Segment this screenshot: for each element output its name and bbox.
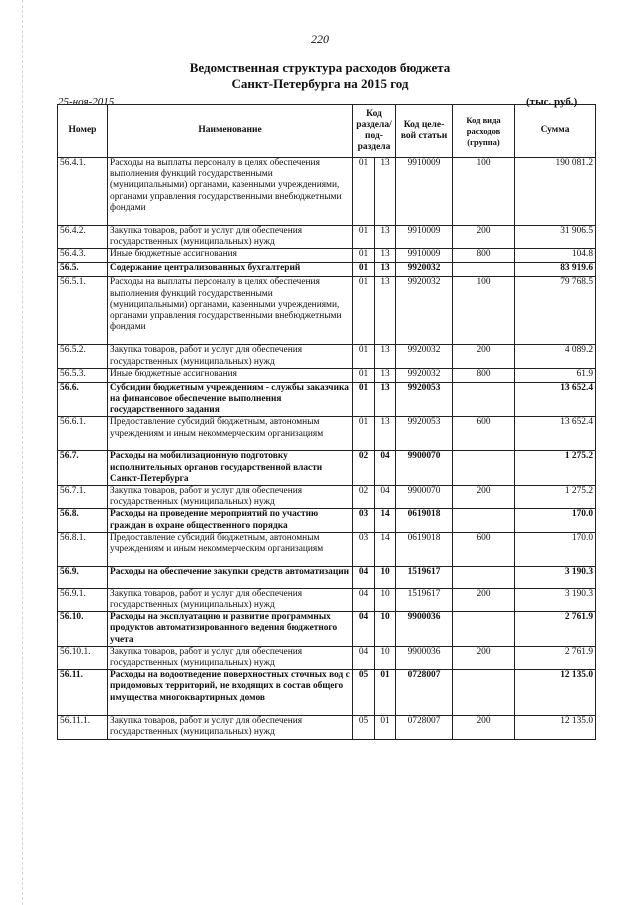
row-article-code: 9920053 [396, 417, 453, 451]
row-section-code: 04 [353, 588, 375, 611]
table-row [58, 158, 596, 226]
row-sum: 12 135.0 [515, 670, 596, 716]
row-subsection-code: 13 [375, 263, 396, 277]
row-section-code: 01 [353, 249, 375, 263]
row-name: Субсидии бюджетным учреждениям - службы заказчика на финансовое обеспечение выполнения государственного задания [108, 382, 353, 417]
row-article-code: 9910009 [396, 249, 453, 263]
row-subsection-code: 01 [375, 670, 396, 716]
row-name: Расходы на выплаты персоналу в целях обеспечения выполнения функций государственными (муниципальными) органами, казенными учреждениями, органами управления государственными внебюджетными фондами [108, 158, 353, 226]
row-name: Иные бюджетные ассигнования [108, 368, 353, 382]
row-number: 56.9. [58, 566, 108, 588]
row-number: 56.5. [58, 263, 108, 277]
table-row [58, 532, 596, 566]
row-sum: 170.0 [515, 509, 596, 532]
row-group-code: 100 [453, 158, 515, 226]
row-section-code: 03 [353, 532, 375, 566]
row-sum: 104.8 [515, 249, 596, 263]
row-name: Закупка товаров, работ и услуг для обеспечения государственных (муниципальных) нужд [108, 588, 353, 611]
row-name: Закупка товаров, работ и услуг для обеспечения государственных (муниципальных) нужд [108, 345, 353, 368]
table-row [58, 382, 596, 417]
row-article-code: 9900070 [396, 486, 453, 509]
row-section-code: 04 [353, 646, 375, 669]
row-section-code: 01 [353, 345, 375, 368]
row-group-code [453, 612, 515, 647]
header-number: Номер [58, 105, 108, 158]
row-article-code: 9910009 [396, 226, 453, 249]
row-number: 56.11. [58, 670, 108, 716]
row-sum: 1 275.2 [515, 451, 596, 486]
table-row [58, 670, 596, 716]
row-article-code: 0619018 [396, 532, 453, 566]
row-sum: 2 761.9 [515, 612, 596, 647]
row-number: 56.4.1. [58, 158, 108, 226]
document-title [0, 60, 640, 92]
row-subsection-code: 14 [375, 509, 396, 532]
units-label: (тыс. руб.) [526, 96, 578, 108]
row-name: Закупка товаров, работ и услуг для обеспечения государственных (муниципальных) нужд [108, 486, 353, 509]
table-row [58, 277, 596, 345]
row-subsection-code: 10 [375, 612, 396, 647]
table-row [58, 345, 596, 368]
row-group-code: 200 [453, 345, 515, 368]
row-section-code: 05 [353, 670, 375, 716]
row-subsection-code: 01 [375, 716, 396, 739]
row-name: Расходы на эксплуатацию и развитие программных продуктов автоматизированного ведения бюджетного учета [108, 612, 353, 647]
header-sum: Сумма [515, 105, 596, 158]
row-article-code: 0619018 [396, 509, 453, 532]
row-subsection-code: 10 [375, 588, 396, 611]
row-group-code: 600 [453, 417, 515, 451]
row-section-code: 02 [353, 486, 375, 509]
document-date: 25-ноя-2015 [58, 96, 115, 108]
row-subsection-code: 13 [375, 368, 396, 382]
row-name: Иные бюджетные ассигнования [108, 249, 353, 263]
row-article-code: 0728007 [396, 716, 453, 739]
row-sum: 12 135.0 [515, 716, 596, 739]
row-section-code: 01 [353, 263, 375, 277]
table-body [58, 158, 596, 740]
row-sum: 3 190.3 [515, 566, 596, 588]
row-subsection-code: 10 [375, 566, 396, 588]
table-row [58, 451, 596, 486]
row-sum: 83 919.6 [515, 263, 596, 277]
row-section-code: 01 [353, 277, 375, 345]
table-row [58, 417, 596, 451]
row-group-code: 200 [453, 646, 515, 669]
row-number: 56.8. [58, 509, 108, 532]
row-group-code: 800 [453, 368, 515, 382]
title-line-1: Ведомственная структура расходов бюджета [189, 60, 451, 75]
row-sum: 1 275.2 [515, 486, 596, 509]
row-article-code: 9910009 [396, 158, 453, 226]
row-number: 56.5.2. [58, 345, 108, 368]
row-subsection-code: 10 [375, 646, 396, 669]
table-row [58, 249, 596, 263]
row-article-code: 9920032 [396, 277, 453, 345]
row-name: Закупка товаров, работ и услуг для обеспечения государственных (муниципальных) нужд [108, 226, 353, 249]
row-section-code: 01 [353, 368, 375, 382]
row-number: 56.7. [58, 451, 108, 486]
row-group-code [453, 382, 515, 417]
header-name: Наименование [108, 105, 353, 158]
row-section-code: 02 [353, 451, 375, 486]
row-number: 56.5.1. [58, 277, 108, 345]
row-sum: 79 768.5 [515, 277, 596, 345]
row-number: 56.5.3. [58, 368, 108, 382]
row-name: Расходы на обеспечение закупки средств автоматизации [108, 566, 353, 588]
binding-edge-line [22, 0, 24, 905]
row-article-code: 9920032 [396, 368, 453, 382]
row-group-code: 100 [453, 277, 515, 345]
row-section-code: 05 [353, 716, 375, 739]
table-row [58, 226, 596, 249]
table-row [58, 509, 596, 532]
row-article-code: 9900036 [396, 646, 453, 669]
row-number: 56.4.3. [58, 249, 108, 263]
table-row [58, 646, 596, 669]
row-name: Расходы на проведение мероприятий по участию граждан в охране общественного порядка [108, 509, 353, 532]
row-subsection-code: 04 [375, 451, 396, 486]
row-article-code: 9920053 [396, 382, 453, 417]
row-name: Расходы на выплаты персоналу в целях обеспечения выполнения функций государственными (муниципальными) органами, казенными учреждениями, органами управления государственными внебюджетными фондами [108, 277, 353, 345]
row-name: Закупка товаров, работ и услуг для обеспечения государственных (муниципальных) нужд [108, 716, 353, 739]
row-section-code: 04 [353, 566, 375, 588]
row-group-code [453, 509, 515, 532]
row-section-code: 01 [353, 158, 375, 226]
row-subsection-code: 13 [375, 277, 396, 345]
row-subsection-code: 13 [375, 249, 396, 263]
header-article: Код целе-вой статьи [396, 105, 453, 158]
row-subsection-code: 04 [375, 486, 396, 509]
row-number: 56.11.1. [58, 716, 108, 739]
row-group-code: 200 [453, 588, 515, 611]
row-sum: 31 906.5 [515, 226, 596, 249]
row-sum: 13 652.4 [515, 417, 596, 451]
row-article-code: 9900036 [396, 612, 453, 647]
row-sum: 13 652.4 [515, 382, 596, 417]
row-name: Содержание централизованных бухгалтерий [108, 263, 353, 277]
row-article-code: 9900070 [396, 451, 453, 486]
row-section-code: 01 [353, 417, 375, 451]
row-subsection-code: 13 [375, 345, 396, 368]
row-group-code: 200 [453, 716, 515, 739]
row-name: Закупка товаров, работ и услуг для обеспечения государственных (муниципальных) нужд [108, 646, 353, 669]
row-number: 56.6.1. [58, 417, 108, 451]
row-section-code: 01 [353, 226, 375, 249]
row-article-code: 1519617 [396, 588, 453, 611]
row-group-code: 200 [453, 226, 515, 249]
row-sum: 3 190.3 [515, 588, 596, 611]
row-sum: 4 089.2 [515, 345, 596, 368]
row-number: 56.6. [58, 382, 108, 417]
row-name: Расходы на мобилизационную подготовку исполнительных органов государственной власти Санкт-Петербурга [108, 451, 353, 486]
row-article-code: 0728007 [396, 670, 453, 716]
title-line-2: Санкт-Петербурга на 2015 год [231, 76, 409, 91]
row-number: 56.10. [58, 612, 108, 647]
row-sum: 61.9 [515, 368, 596, 382]
row-number: 56.10.1. [58, 646, 108, 669]
row-article-code: 9920032 [396, 345, 453, 368]
row-article-code: 1519617 [396, 566, 453, 588]
table-row [58, 486, 596, 509]
table-row [58, 263, 596, 277]
row-number: 56.9.1. [58, 588, 108, 611]
row-sum: 170.0 [515, 532, 596, 566]
row-subsection-code: 13 [375, 226, 396, 249]
table-row [58, 716, 596, 739]
row-group-code: 800 [453, 249, 515, 263]
row-section-code: 01 [353, 382, 375, 417]
header-section: Код раздела/ под-раздела [353, 105, 396, 158]
row-number: 56.4.2. [58, 226, 108, 249]
row-group-code: 200 [453, 486, 515, 509]
row-group-code: 600 [453, 532, 515, 566]
row-section-code: 04 [353, 612, 375, 647]
budget-table [57, 104, 596, 740]
row-group-code [453, 670, 515, 716]
row-group-code [453, 263, 515, 277]
row-name: Расходы на водоотведение поверхностных сточных вод с придомовых территорий, не входящих в состав общего имущества многоквартирных домов [108, 670, 353, 716]
row-subsection-code: 13 [375, 382, 396, 417]
table-row [58, 612, 596, 647]
row-sum: 190 081.2 [515, 158, 596, 226]
row-group-code [453, 451, 515, 486]
row-number: 56.8.1. [58, 532, 108, 566]
row-subsection-code: 14 [375, 532, 396, 566]
row-article-code: 9920032 [396, 263, 453, 277]
row-section-code: 03 [353, 509, 375, 532]
row-name: Предоставление субсидий бюджетным, автономным учреждениям и иным некоммерческим организациям [108, 532, 353, 566]
row-name: Предоставление субсидий бюджетным, автономным учреждениям и иным некоммерческим организациям [108, 417, 353, 451]
table-row [58, 566, 596, 588]
table-header-row [58, 105, 596, 158]
header-group: Код вида расходов (группа) [453, 105, 515, 158]
row-sum: 2 761.9 [515, 646, 596, 669]
row-subsection-code: 13 [375, 158, 396, 226]
page-number: 220 [311, 32, 329, 46]
row-number: 56.7.1. [58, 486, 108, 509]
table-row [58, 588, 596, 611]
table-row [58, 368, 596, 382]
row-group-code [453, 566, 515, 588]
row-subsection-code: 13 [375, 417, 396, 451]
